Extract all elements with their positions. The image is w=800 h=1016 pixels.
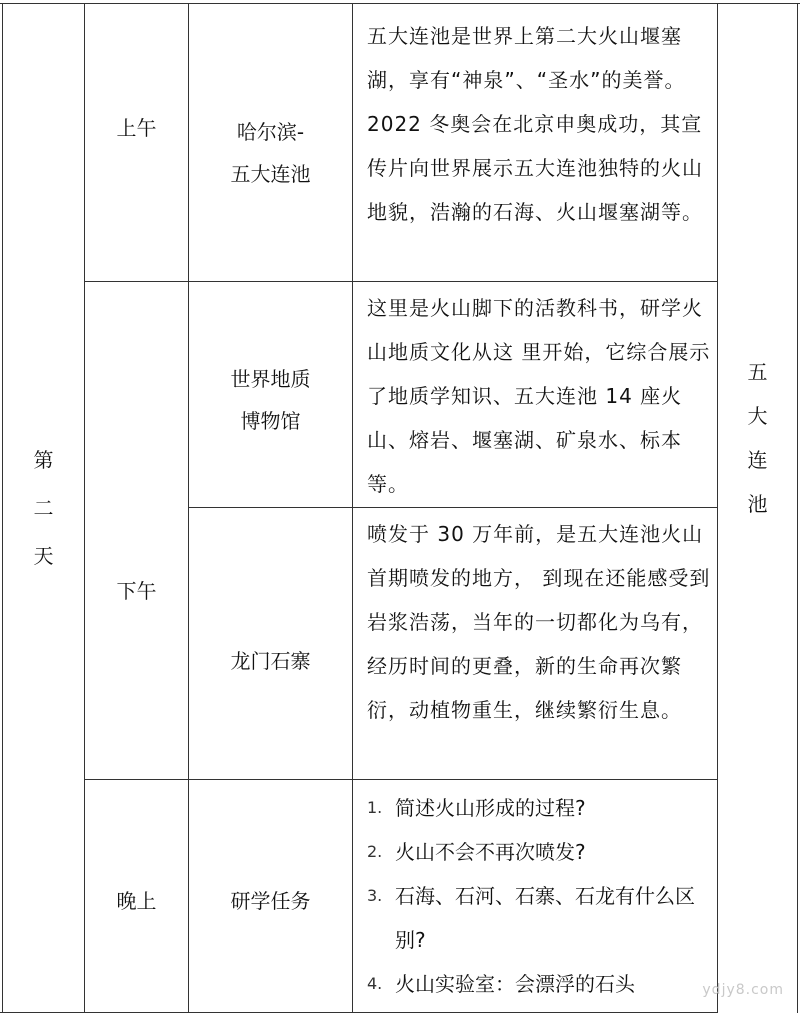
- museum-description: 这里是火山脚下的活教科书，研学火山地质文化从这 里开始，它综合展示了地质学知识、五大连池 14 座火山、熔岩、堰塞湖、矿泉水、标本等。: [367, 296, 711, 496]
- morning-location: [189, 4, 352, 281]
- destination-char-4: 池: [747, 492, 768, 516]
- morning-location-line1: 哈尔滨-: [236, 119, 305, 144]
- task-number: 3.: [367, 886, 383, 905]
- morning-description: 五大连池是世界上第二大火山堰塞湖，享有“神泉”、“圣水”的美誉。2022 冬奥会在北京申奥成功，其宣传片向世界展示五大连池独特的火山地貌，浩瀚的石海、火山堰塞湖等。: [367, 24, 703, 224]
- museum-name: [189, 282, 352, 507]
- stonevillage-name: 龙门石寨: [230, 648, 311, 673]
- museum-name-line1: 世界地质: [230, 366, 311, 391]
- task-item: [353, 962, 717, 1006]
- task-title: 研学任务: [230, 889, 311, 913]
- task-item: [353, 874, 717, 962]
- table-border-right: [797, 3, 798, 1013]
- destination-char-3: 连: [747, 448, 768, 472]
- task-text: 简述火山形成的过程?: [395, 796, 586, 820]
- task-item: [353, 830, 717, 874]
- task-number: 2.: [367, 842, 383, 861]
- task-number: 4.: [367, 974, 383, 993]
- task-list: [353, 780, 717, 1006]
- day-label: [3, 4, 84, 1012]
- destination-label: [718, 4, 797, 1012]
- destination-char-1: 五: [747, 360, 768, 384]
- evening-period: 晚上: [116, 889, 157, 913]
- task-text: 火山不会不再次喷发?: [395, 840, 586, 864]
- day-char-2: 二: [33, 496, 54, 520]
- day-char-3: 天: [33, 544, 54, 568]
- destination-char-2: 大: [747, 404, 768, 428]
- day-char-1: 第: [33, 448, 54, 472]
- task-list-cell: [353, 780, 717, 1012]
- morning-location-line2: 五大连池: [230, 161, 311, 186]
- afternoon-period: 下午: [116, 578, 157, 603]
- watermark: ydjy8.com: [702, 982, 784, 998]
- task-text: 石海、石河、石寨、石龙有什么区别?: [395, 884, 695, 952]
- task-text: 火山实验室：会漂浮的石头: [395, 972, 635, 996]
- table-border-bottom: [0, 1012, 718, 1013]
- morning-period: 上午: [116, 115, 157, 140]
- stonevillage-description: 喷发于 30 万年前，是五大连池火山首期喷发的地方， 到现在还能感受到岩浆浩荡，当年的一切都化为乌有，经历时间的更叠，新的生命再次繁衍，动植物重生，继续繁衍生息。: [367, 522, 711, 722]
- task-item: [353, 786, 717, 830]
- task-number: 1.: [367, 798, 383, 817]
- museum-name-line2: 博物馆: [240, 408, 301, 433]
